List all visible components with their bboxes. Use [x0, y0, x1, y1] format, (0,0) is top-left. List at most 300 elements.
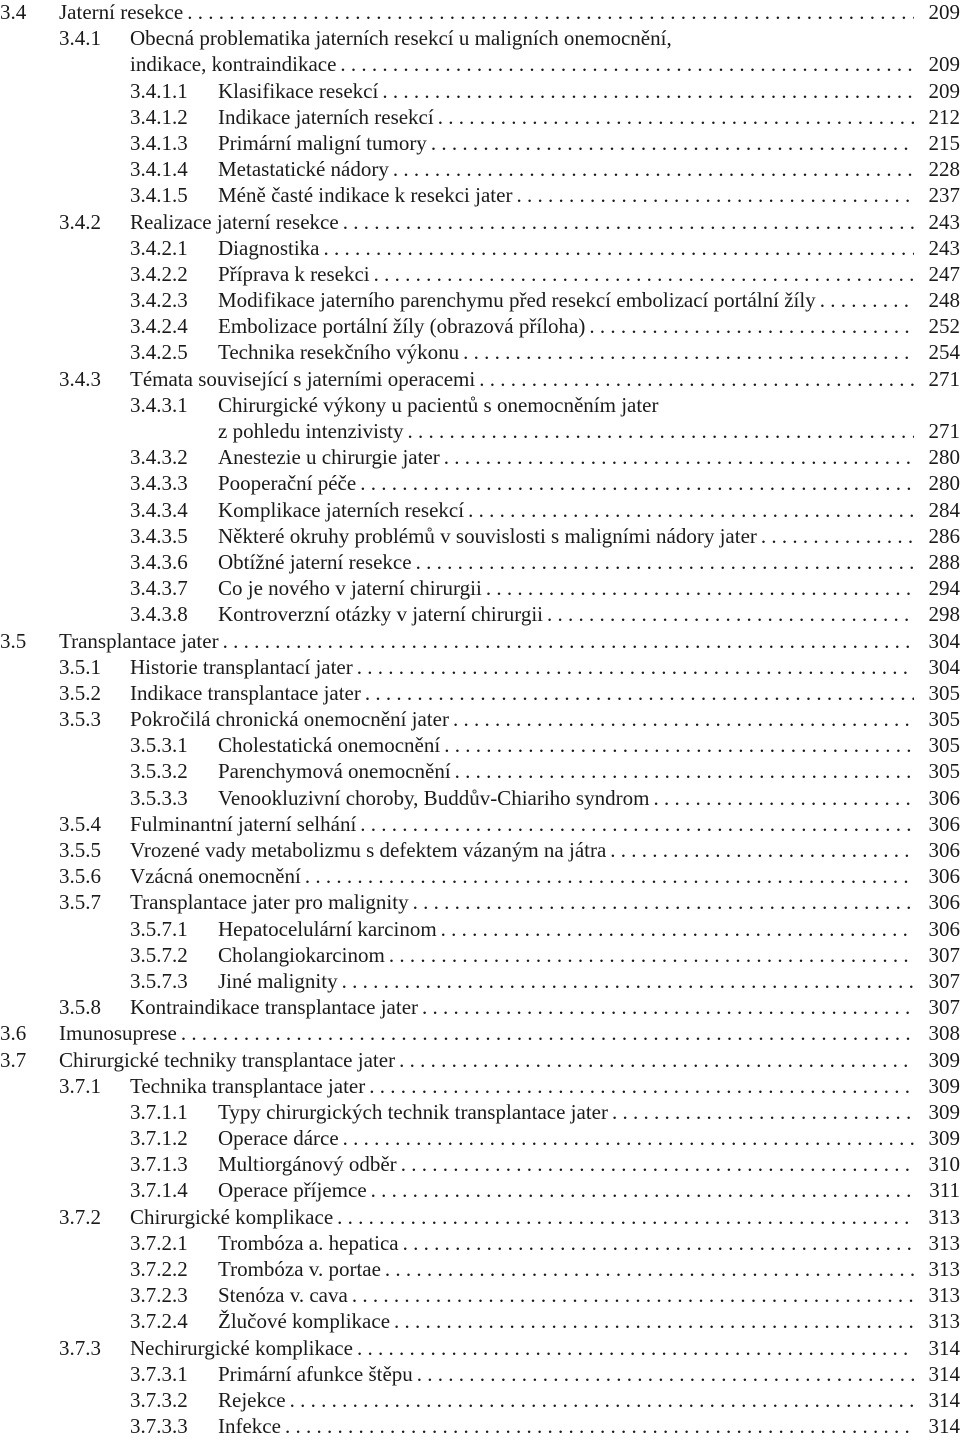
toc-entry-line — [218, 917, 960, 941]
dot-leader — [371, 1178, 914, 1202]
toc-entry-number: 3.4.2.1 — [130, 235, 188, 260]
toc-entry-page-number: 309 — [928, 1073, 960, 1098]
toc-entry-number: 3.4.3 — [59, 366, 101, 391]
toc-entry-title: Transplantace jater pro malignity — [130, 890, 409, 915]
toc-entry-title: z pohledu intenzivisty — [218, 419, 404, 443]
toc-entry-page-number: 286 — [928, 523, 960, 548]
toc-entry-number: 3.4.3.5 — [130, 523, 188, 548]
toc-entry-page-number: 288 — [928, 549, 960, 574]
toc-entry-page-number: 294 — [928, 576, 960, 601]
toc-entry-page-number: 209 — [928, 0, 960, 24]
toc-entry[interactable] — [0, 759, 960, 785]
dot-leader — [589, 314, 914, 338]
toc-entry-number: 3.5.3 — [59, 707, 101, 732]
toc-entry-line — [59, 1021, 960, 1045]
toc-entry-title: Metastatické nádory — [218, 157, 389, 182]
toc-entry-number: 3.5.8 — [59, 995, 101, 1020]
toc-entry-page-number: 243 — [928, 235, 960, 260]
toc-entry-line — [130, 890, 960, 914]
toc-entry-number: 3.4.1.1 — [130, 78, 188, 103]
dot-leader — [441, 917, 914, 941]
toc-entry[interactable] — [0, 1283, 960, 1309]
toc-entry-line — [218, 1231, 960, 1255]
dot-leader — [820, 288, 914, 312]
dot-leader — [438, 105, 914, 129]
toc-entry-line — [218, 393, 960, 417]
toc-entry-page-number: 209 — [928, 52, 960, 77]
toc-entry[interactable] — [0, 367, 960, 393]
toc-entry-title: Obtížné jaterní resekce — [218, 549, 412, 574]
toc-entry-line — [59, 0, 960, 24]
toc-entry-number: 3.5.7.1 — [130, 916, 188, 941]
dot-leader — [413, 890, 914, 914]
toc-entry-title: Trombóza a. hepatica — [218, 1230, 399, 1255]
dot-leader — [761, 524, 914, 548]
toc-entry-title: Vzácná onemocnění — [130, 864, 301, 889]
toc-entry-page-number: 280 — [928, 445, 960, 470]
toc-entry-title: Cholangiokarcinom — [218, 942, 385, 967]
toc-entry-title: Indikace transplantace jater — [130, 680, 361, 705]
toc-entry[interactable] — [0, 1205, 960, 1231]
toc-entry-page-number: 309 — [928, 1099, 960, 1124]
dot-leader — [455, 759, 914, 783]
toc-entry-title: Typy chirurgických technik transplantace jater — [218, 1099, 608, 1124]
toc-entry-line — [130, 210, 960, 234]
toc-entry-line — [218, 471, 960, 495]
toc-entry-line — [218, 262, 960, 286]
toc-entry-number: 3.5.2 — [59, 680, 101, 705]
toc-entry-number: 3.5.5 — [59, 838, 101, 862]
toc-entry-page-number: 305 — [928, 680, 960, 705]
toc-entry-number: 3.4.3.6 — [130, 549, 188, 574]
toc-entry-number: 3.4.3.4 — [130, 497, 188, 522]
dot-leader — [365, 681, 914, 705]
toc-entry-line — [218, 576, 960, 600]
dot-leader — [389, 943, 914, 967]
toc-entry-title: Diagnostika — [218, 235, 320, 260]
dot-leader — [323, 236, 914, 260]
toc-entry-page-number: 314 — [928, 1361, 960, 1386]
dot-leader — [422, 995, 914, 1019]
toc-entry-page-number: 307 — [928, 942, 960, 967]
toc-entry[interactable] — [0, 262, 960, 288]
dot-leader — [393, 157, 914, 181]
dot-leader — [407, 419, 914, 443]
toc-entry[interactable] — [0, 1021, 960, 1047]
dot-leader — [468, 498, 914, 522]
toc-entry-title: Multiorgánový odběr — [218, 1152, 397, 1177]
toc-entry[interactable] — [0, 550, 960, 576]
toc-entry-line — [218, 1178, 960, 1202]
toc-entry-line — [59, 1048, 960, 1072]
toc-entry-number: 3.7.2.4 — [130, 1309, 188, 1334]
dot-leader — [444, 733, 914, 757]
toc-entry-line — [218, 1126, 960, 1150]
toc-entry-number: 3.4.2 — [59, 209, 101, 234]
toc-entry-line — [218, 1309, 960, 1333]
dot-leader — [444, 445, 914, 469]
dot-leader — [290, 1388, 914, 1412]
toc-entry-page-number: 313 — [928, 1283, 960, 1308]
toc-entry[interactable] — [0, 655, 960, 681]
toc-entry-page-number: 305 — [928, 733, 960, 758]
toc-entry-number: 3.7.2.2 — [130, 1257, 188, 1281]
toc-entry-number: 3.7.1.1 — [130, 1099, 188, 1124]
dot-leader — [610, 838, 914, 862]
toc-entry[interactable] — [0, 995, 960, 1021]
toc-entry[interactable] — [0, 1336, 960, 1362]
toc-entry-line — [130, 812, 960, 836]
toc-entry-number: 3.5.7.3 — [130, 968, 188, 993]
dot-leader — [463, 340, 914, 364]
toc-entry-page-number: 306 — [928, 916, 960, 941]
toc-entry-number: 3.4 — [0, 0, 27, 24]
dot-leader — [486, 576, 914, 600]
toc-entry-title: Primární maligní tumory — [218, 130, 427, 155]
toc-entry-title: Jiné malignity — [218, 968, 338, 993]
toc-entry-number: 3.5.1 — [59, 654, 101, 679]
toc-entry[interactable] — [0, 733, 960, 759]
toc-entry-page-number: 306 — [928, 838, 960, 862]
toc-entry-number: 3.7.1.3 — [130, 1152, 188, 1177]
toc-entry-title: Technika transplantace jater — [130, 1073, 366, 1098]
toc-entry-page-number: 248 — [928, 288, 960, 313]
toc-entry-line — [130, 838, 960, 862]
toc-entry-title: Kontroverzní otázky v jaterní chirurgii — [218, 602, 544, 627]
toc-entry[interactable] — [0, 105, 960, 131]
toc-entry-title: Cholestatická onemocnění — [218, 733, 441, 758]
toc-entry-number: 3.7.2.1 — [130, 1230, 188, 1255]
toc-entry-title: Vrozené vady metabolizmu s defektem vázaným na játra — [130, 838, 607, 862]
toc-entry[interactable] — [0, 786, 960, 812]
toc-entry-title: Klasifikace resekcí — [218, 78, 379, 103]
dot-leader — [181, 1021, 914, 1045]
toc-entry[interactable] — [0, 393, 960, 419]
toc-entry-line — [218, 550, 960, 574]
toc-entry-title: Méně časté indikace k resekci jater — [218, 183, 513, 208]
toc-entry[interactable] — [0, 288, 960, 314]
toc-entry-title: Žlučové komplikace — [218, 1309, 391, 1334]
toc-entry-title: Infekce — [218, 1414, 281, 1439]
toc-entry[interactable] — [0, 681, 960, 707]
toc-entry[interactable] — [0, 602, 960, 628]
toc-entry-line — [218, 1100, 960, 1124]
toc-entry-page-number: 314 — [928, 1335, 960, 1360]
toc-entry[interactable] — [0, 1362, 960, 1388]
toc-entry[interactable] — [0, 812, 960, 838]
dot-leader — [417, 1362, 914, 1386]
dot-leader — [479, 367, 914, 391]
dot-leader — [416, 550, 914, 574]
toc-entry-number: 3.5 — [0, 628, 27, 653]
toc-entry-title: Primární afunkce štěpu — [218, 1361, 413, 1386]
dot-leader — [403, 1231, 914, 1255]
toc-entry-number: 3.7.3.3 — [130, 1414, 188, 1439]
toc-entry-line — [218, 1283, 960, 1307]
toc-entry-number: 3.5.7.2 — [130, 942, 188, 967]
toc-entry-line — [218, 1388, 960, 1412]
toc-entry-line — [218, 105, 960, 129]
toc-entry-line — [130, 52, 960, 76]
toc-entry-page-number: 305 — [928, 707, 960, 732]
toc-entry-page-number: 305 — [928, 759, 960, 784]
dot-leader — [431, 131, 914, 155]
toc-entry-title: Komplikace jaterních resekcí — [218, 497, 465, 522]
toc-entry-page-number: 313 — [928, 1257, 960, 1281]
toc-entry-title: Historie transplantací jater — [130, 654, 353, 679]
toc-entry-line — [218, 524, 960, 548]
toc-entry[interactable] — [0, 183, 960, 209]
toc-entry[interactable] — [0, 26, 960, 52]
dot-leader — [385, 1257, 914, 1281]
toc-entry[interactable] — [0, 1126, 960, 1152]
dot-leader — [399, 1048, 914, 1072]
toc-entry-page-number: 237 — [928, 183, 960, 208]
toc-entry-title: Co je nového v jaterní chirurgii — [218, 576, 482, 601]
toc-entry-page-number: 298 — [928, 602, 960, 627]
toc-entry[interactable] — [0, 1152, 960, 1178]
toc-entry[interactable] — [0, 1257, 960, 1283]
toc-entry-line — [218, 786, 960, 810]
toc-entry-title: Imunosuprese — [59, 1021, 177, 1046]
dot-leader — [223, 629, 914, 653]
toc-entry-title: Trombóza v. portae — [218, 1257, 381, 1281]
toc-entry[interactable] — [0, 576, 960, 602]
toc-entry[interactable] — [0, 445, 960, 471]
toc-entry-title: Nechirurgické komplikace — [130, 1335, 353, 1360]
toc-entry-title: Jaterní resekce — [59, 0, 184, 24]
toc-entry[interactable] — [0, 471, 960, 497]
toc-entry-title: Chirurgické komplikace — [130, 1204, 334, 1229]
toc-entry-title: Realizace jaterní resekce — [130, 209, 339, 234]
toc-entry-title: Témata související s jaterními operacemi — [130, 366, 476, 391]
toc-entry[interactable] — [0, 1074, 960, 1100]
dot-leader — [394, 1309, 914, 1333]
toc-entry-page-number: 304 — [928, 628, 960, 653]
toc-entry-number: 3.4.3.7 — [130, 576, 188, 601]
toc-entry-number: 3.4.1.5 — [130, 183, 188, 208]
toc-entry[interactable] — [0, 1048, 960, 1074]
toc-entry-title: Obecná problematika jaterních resekcí u maligních onemocnění, — [130, 26, 672, 51]
toc-entry-number: 3.4.2.5 — [130, 340, 188, 365]
dot-leader — [401, 1152, 914, 1176]
toc-entry-number: 3.5.4 — [59, 811, 101, 836]
toc-entry[interactable] — [0, 707, 960, 733]
toc-entry[interactable] — [0, 52, 960, 78]
toc-entry-page-number: 271 — [928, 419, 960, 443]
toc-entry-number: 3.7.2.3 — [130, 1283, 188, 1308]
dot-leader — [547, 602, 914, 626]
toc-entry[interactable] — [0, 1309, 960, 1335]
toc-entry-page-number: 307 — [928, 968, 960, 993]
toc-entry-page-number: 252 — [928, 314, 960, 339]
toc-entry-page-number: 306 — [928, 785, 960, 810]
toc-entry-number: 3.5.6 — [59, 864, 101, 889]
toc-entry-title: indikace, kontraindikace — [130, 52, 337, 77]
toc-entry[interactable] — [0, 314, 960, 340]
toc-entry-line — [218, 79, 960, 103]
toc-entry-line — [130, 367, 960, 391]
toc-entry-number: 3.7.1.2 — [130, 1126, 188, 1151]
toc-entry-number: 3.5.3.2 — [130, 759, 188, 784]
dot-leader — [369, 1074, 914, 1098]
toc-entry-number: 3.7 — [0, 1047, 27, 1072]
toc-entry[interactable] — [0, 79, 960, 105]
toc-entry-number: 3.4.2.4 — [130, 314, 188, 339]
dot-leader — [337, 1205, 914, 1229]
dot-leader — [360, 471, 914, 495]
toc-entry-line — [130, 707, 960, 731]
toc-entry-title: Pooperační péče — [218, 471, 357, 496]
dot-leader — [516, 183, 914, 207]
dot-leader — [285, 1414, 914, 1438]
toc-entry-number: 3.5.3.3 — [130, 785, 188, 810]
toc-entry[interactable] — [0, 1100, 960, 1126]
toc-entry[interactable] — [0, 0, 960, 26]
toc-entry[interactable] — [0, 1178, 960, 1204]
toc-entry-number: 3.6 — [0, 1021, 27, 1046]
toc-entry-page-number: 313 — [928, 1309, 960, 1334]
toc-entry[interactable] — [0, 1414, 960, 1440]
toc-entry-page-number: 311 — [929, 1178, 960, 1203]
toc-entry-page-number: 307 — [928, 995, 960, 1020]
toc-entry-page-number: 309 — [928, 1126, 960, 1151]
toc-entry-page-number: 243 — [928, 209, 960, 234]
toc-entry-line — [218, 733, 960, 757]
dot-leader — [343, 210, 914, 234]
dot-leader — [340, 52, 914, 76]
toc-entry-page-number: 228 — [928, 157, 960, 182]
toc-entry-page-number: 308 — [928, 1021, 960, 1046]
toc-entry-line — [218, 183, 960, 207]
dot-leader — [343, 1126, 914, 1150]
toc-entry[interactable] — [0, 1388, 960, 1414]
toc-entry-line — [130, 995, 960, 1019]
toc-entry-number: 3.4.1 — [59, 26, 101, 51]
toc-entry-line — [130, 1074, 960, 1098]
dot-leader — [305, 864, 914, 888]
toc-entry[interactable] — [0, 1231, 960, 1257]
toc-entry-number: 3.4.2.3 — [130, 288, 188, 313]
toc-entry-line — [218, 288, 960, 312]
toc-entry-title: Anestezie u chirurgie jater — [218, 445, 440, 470]
toc-entry-title: Některé okruhy problémů v souvislosti s maligními nádory jater — [218, 523, 757, 548]
toc-entry-line — [130, 655, 960, 679]
toc-entry-line — [218, 602, 960, 626]
toc-entry-page-number: 304 — [928, 654, 960, 679]
toc-entry-title: Stenóza v. cava — [218, 1283, 348, 1308]
toc-entry[interactable] — [0, 498, 960, 524]
toc-entry-page-number: 310 — [928, 1152, 960, 1177]
toc-entry-title: Příprava k resekci — [218, 261, 370, 286]
toc-entry-page-number: 314 — [928, 1414, 960, 1439]
toc-entry-number: 3.4.1.4 — [130, 157, 188, 182]
toc-entry-line — [218, 1152, 960, 1176]
toc-entry-number: 3.5.7 — [59, 890, 101, 915]
toc-entry-title: Fulminantní jaterní selhání — [130, 811, 357, 836]
toc-entry[interactable] — [0, 236, 960, 262]
toc-entry-title: Kontraindikace transplantace jater — [130, 995, 419, 1020]
dot-leader — [653, 786, 914, 810]
toc-entry-number: 3.4.2.2 — [130, 261, 188, 286]
toc-entry-number: 3.7.3 — [59, 1335, 101, 1360]
toc-entry[interactable] — [0, 890, 960, 916]
toc-entry[interactable] — [0, 210, 960, 236]
toc-entry-page-number: 306 — [928, 890, 960, 915]
toc-entry-title: Chirurgické techniky transplantace jater — [59, 1047, 396, 1072]
toc-entry-page-number: 254 — [928, 340, 960, 365]
toc-entry-number: 3.7.1 — [59, 1073, 101, 1098]
toc-entry-number: 3.7.3.1 — [130, 1361, 188, 1386]
toc-entry-line — [218, 157, 960, 181]
toc-entry-title: Transplantace jater — [59, 628, 219, 653]
toc-entry-line — [218, 445, 960, 469]
dot-leader — [352, 1283, 914, 1307]
toc-entry-page-number: 280 — [928, 471, 960, 496]
toc-entry-title: Technika resekčního výkonu — [218, 340, 460, 365]
dot-leader — [453, 707, 914, 731]
toc-entry-page-number: 313 — [928, 1230, 960, 1255]
toc-entry-line — [218, 969, 960, 993]
toc-entry[interactable] — [0, 524, 960, 550]
toc-entry-line — [218, 1257, 960, 1281]
toc-entry-line — [130, 681, 960, 705]
dot-leader — [612, 1100, 914, 1124]
toc-entry-line — [218, 419, 960, 443]
toc-entry-line — [218, 498, 960, 522]
toc-entry-page-number: 313 — [928, 1204, 960, 1229]
toc-entry-page-number: 306 — [928, 811, 960, 836]
toc-entry-title: Chirurgické výkony u pacientů s onemocněním jater — [218, 392, 659, 417]
toc-entry-page-number: 212 — [928, 104, 960, 129]
toc-entry-line — [218, 1362, 960, 1386]
toc-entry-number: 3.5.3.1 — [130, 733, 188, 758]
dot-leader — [374, 262, 914, 286]
dot-leader — [187, 0, 914, 24]
toc-entry-line — [218, 340, 960, 364]
toc-entry-page-number: 306 — [928, 864, 960, 889]
toc-entry-line — [218, 1414, 960, 1438]
toc-entry-line — [130, 1336, 960, 1360]
toc-entry-number: 3.7.3.2 — [130, 1387, 188, 1412]
toc-entry[interactable] — [0, 943, 960, 969]
toc-entry[interactable] — [0, 838, 960, 864]
dot-leader — [360, 812, 914, 836]
toc-entry-line — [218, 759, 960, 783]
toc-entry[interactable] — [0, 340, 960, 366]
toc-entry-number: 3.4.1.3 — [130, 130, 188, 155]
toc-entry-page-number: 209 — [928, 78, 960, 103]
toc-entry[interactable] — [0, 629, 960, 655]
toc-entry[interactable] — [0, 864, 960, 890]
toc-entry[interactable] — [0, 157, 960, 183]
toc-entry[interactable] — [0, 917, 960, 943]
toc-entry-number: 3.4.3.3 — [130, 471, 188, 496]
toc-entry-page-number: 284 — [928, 497, 960, 522]
toc-entry-line — [130, 1205, 960, 1229]
toc-entry-title: Indikace jaterních resekcí — [218, 104, 434, 129]
toc-entry-page-number: 309 — [928, 1047, 960, 1072]
toc-entry[interactable] — [0, 969, 960, 995]
toc-entry[interactable] — [0, 131, 960, 157]
toc-entry-number: 3.4.3.1 — [130, 392, 188, 417]
toc-entry-line — [218, 131, 960, 155]
toc-entry-title: Venookluzivní choroby, Buddův-Chiariho syndrom — [218, 785, 650, 810]
toc-entry-page-number: 314 — [928, 1387, 960, 1412]
toc-entry[interactable] — [0, 419, 960, 445]
toc-entry-line — [218, 314, 960, 338]
toc-entry-line — [218, 236, 960, 260]
